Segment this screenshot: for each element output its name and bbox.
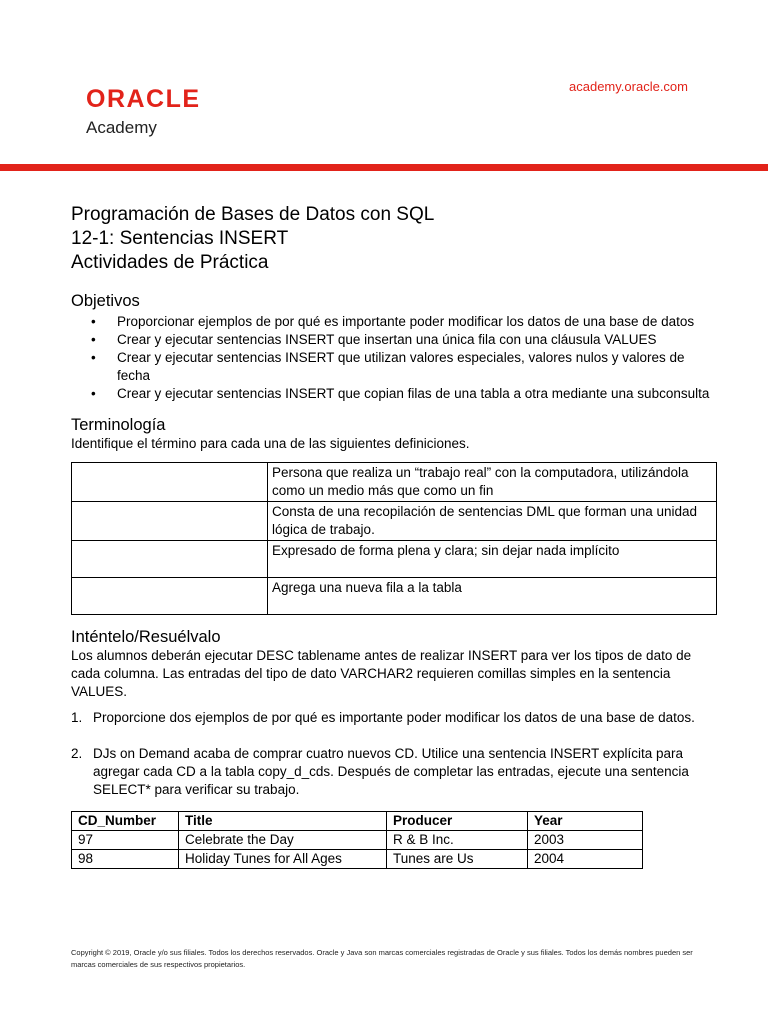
- term-cell[interactable]: [72, 502, 268, 541]
- table-cell: 98: [72, 850, 179, 869]
- logo-brand: ORACLE: [86, 85, 201, 113]
- logo-sub: Academy: [86, 118, 157, 137]
- definition-cell: Expresado de forma plena y clara; sin dejar nada implícito: [268, 541, 717, 578]
- table-row: [72, 502, 717, 541]
- table-cell: 2003: [528, 831, 643, 850]
- table-cell: Tunes are Us: [387, 850, 528, 869]
- site-link[interactable]: academy.oracle.com: [569, 79, 688, 94]
- copyright-footer: Copyright © 2019, Oracle y/o sus filiales. Todos los derechos reservados. Oracle y Java son marcas comerciales registradas de Oracle y sus filiales. Todos los demás nombres pueden ser marcas comerciales de sus respectivos propietarios.: [71, 948, 693, 969]
- table-cell: 2004: [528, 850, 643, 869]
- doc-title-activity: Actividades de Práctica: [71, 252, 269, 273]
- definition-cell: Persona que realiza un “trabajo real” con la computadora, utilizándola como un medio más que como un fin: [268, 463, 717, 502]
- terminology-intro: Identifique el término para cada una de las siguientes definiciones.: [71, 436, 470, 451]
- term-cell[interactable]: [72, 463, 268, 502]
- col-header: Year: [528, 812, 643, 831]
- doc-title-lesson: 12-1: Sentencias INSERT: [71, 228, 289, 249]
- col-header: CD_Number: [72, 812, 179, 831]
- table-row: [72, 541, 717, 578]
- table-cell: R & B Inc.: [387, 831, 528, 850]
- objectives-heading: Objetivos: [71, 292, 140, 310]
- table-cell: Holiday Tunes for All Ages: [179, 850, 387, 869]
- doc-title-course: Programación de Bases de Datos con SQL: [71, 204, 435, 225]
- header-divider: [0, 164, 768, 171]
- table-row: [72, 850, 643, 869]
- cd-table: [71, 811, 643, 869]
- col-header: Producer: [387, 812, 528, 831]
- definition-cell: Agrega una nueva fila a la tabla: [268, 578, 717, 615]
- list-item: • Proporcionar ejemplos de por qué es importante poder modificar los datos de una base de datos: [91, 314, 695, 329]
- practice-heading: Inténtelo/Resuélvalo: [71, 628, 221, 646]
- terminology-heading: Terminología: [71, 416, 166, 434]
- col-header: Title: [179, 812, 387, 831]
- definition-cell: Consta de una recopilación de sentencias DML que forman una unidad lógica de trabajo.: [268, 502, 717, 541]
- list-item: 1. Proporcione dos ejemplos de por qué es importante poder modificar los datos de una base de datos.: [71, 710, 695, 725]
- table-row: [72, 831, 643, 850]
- practice-list: [71, 709, 721, 799]
- list-item: • Crear y ejecutar sentencias INSERT que utilizan valores especiales, valores nulos y valores de fecha: [91, 350, 685, 383]
- terminology-table: [71, 462, 717, 615]
- table-cell: Celebrate the Day: [179, 831, 387, 850]
- term-cell[interactable]: [72, 578, 268, 615]
- list-item: 2. DJs on Demand acaba de comprar cuatro nuevos CD. Utilice una sentencia INSERT explícita para agregar cada CD a la tabla copy_d_cds. Después de completar las entradas, ejecute una sentencia SELECT* para verificar su trabajo.: [71, 746, 689, 797]
- list-item: • Crear y ejecutar sentencias INSERT que insertan una única fila con una cláusula VALUES: [91, 332, 657, 347]
- oracle-academy-logo: [86, 86, 201, 138]
- table-row: [72, 463, 717, 502]
- table-cell: 97: [72, 831, 179, 850]
- objectives-list: [71, 313, 721, 403]
- practice-intro: Los alumnos deberán ejecutar DESC tablename antes de realizar INSERT para ver los tipos de dato de cada columna. Las entradas del tipo de dato VARCHAR2 requieren comillas simples en la sentencia VALUES.: [71, 648, 692, 699]
- term-cell[interactable]: [72, 541, 268, 578]
- list-item: • Crear y ejecutar sentencias INSERT que copian filas de una tabla a otra mediante una subconsulta: [91, 386, 710, 401]
- table-row: [72, 578, 717, 615]
- table-header-row: [72, 812, 643, 831]
- document-body: [71, 203, 721, 869]
